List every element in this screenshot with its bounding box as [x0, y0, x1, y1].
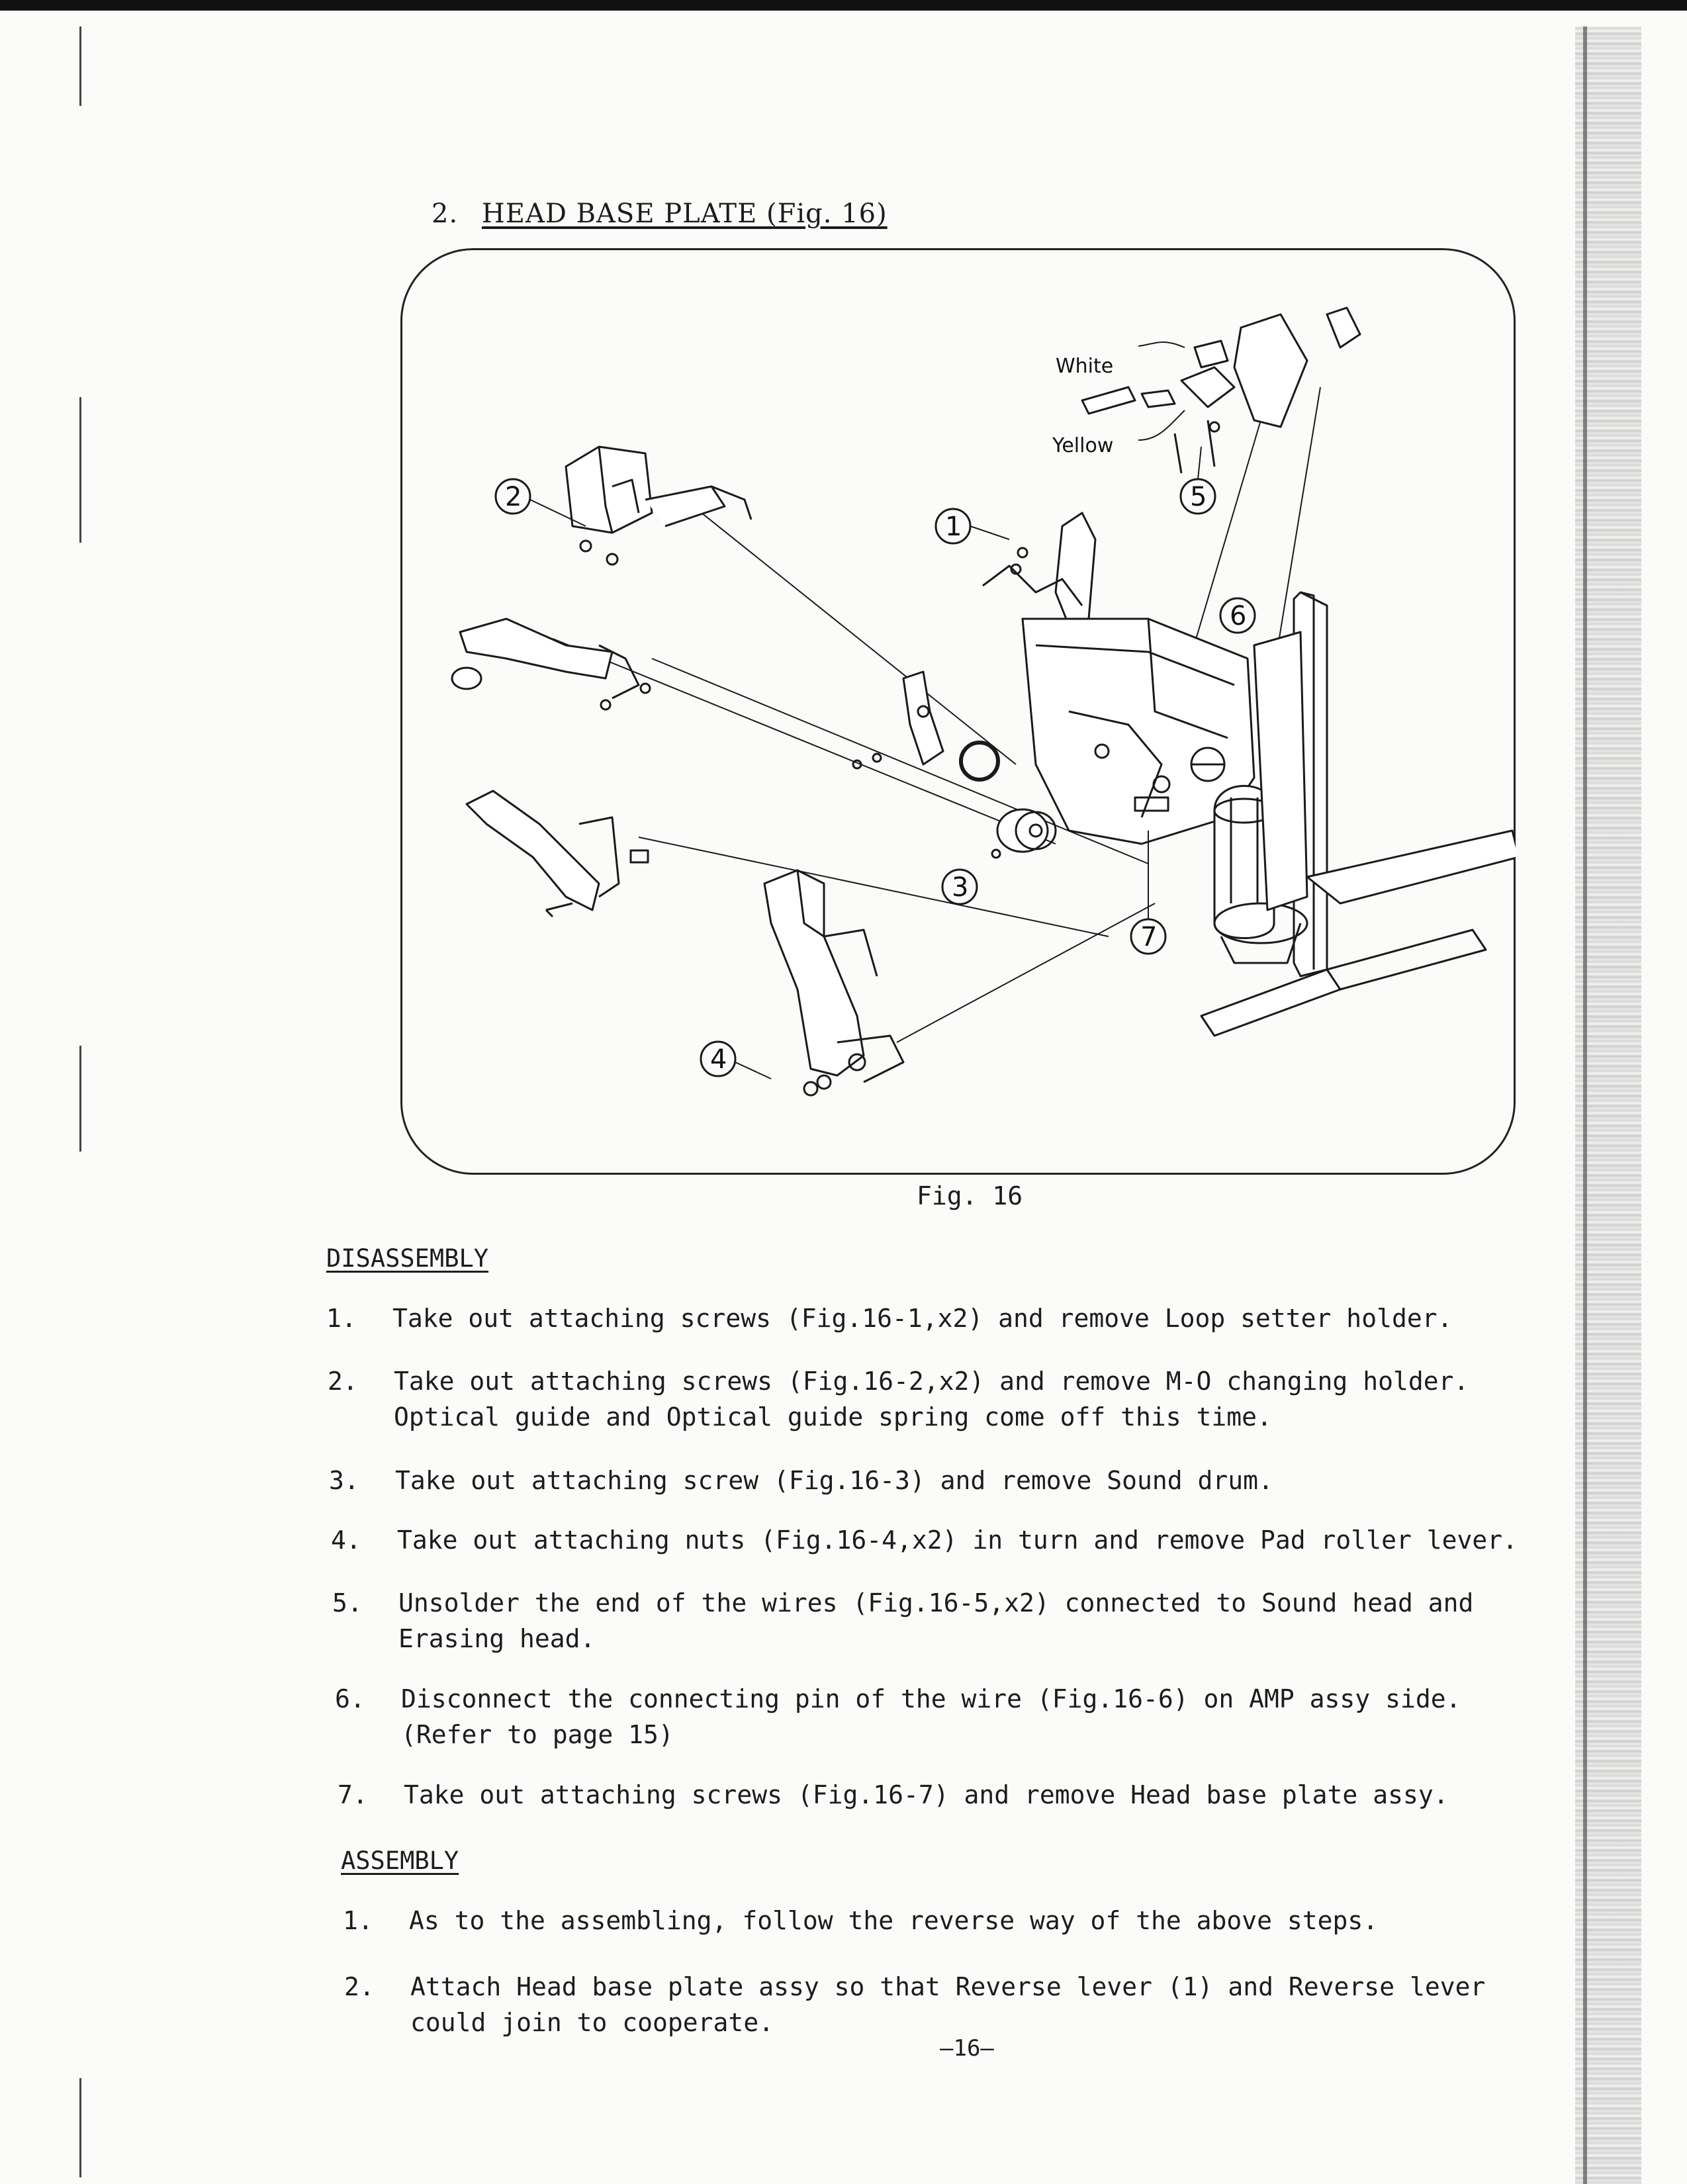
disassembly-step-7: 7. Take out attaching screws (Fig.16-7) and remove Head base plate assy. — [338, 1780, 1449, 1809]
pad-roller-bracket-part — [764, 870, 903, 1095]
callout-number-2: 2 — [505, 482, 522, 512]
assembly-step-2: 2. Attach Head base plate assy so that Reverse lever (1) and Reverse lever could join to cooperate. — [344, 1972, 1486, 2037]
assembly-heading: ASSEMBLY — [341, 1846, 459, 1875]
section-heading — [432, 199, 888, 229]
figure-caption: Fig. 16 — [917, 1181, 1023, 1210]
callout-number-6: 6 — [1230, 601, 1247, 631]
disassembly-step-3: 3. Take out attaching screw (Fig.16-3) and remove Sound drum. — [329, 1466, 1273, 1495]
wire-label-white: White — [1056, 355, 1114, 378]
disassembly-step-6: 6. Disconnect the connecting pin of the wire (Fig.16-6) on AMP assy side. (Refer to page 15) — [335, 1684, 1461, 1749]
pad-roller-lever-part — [467, 791, 648, 917]
head-base-plate-assembly — [1023, 592, 1516, 1036]
sound-drum-part — [992, 809, 1056, 858]
callout-number-4: 4 — [710, 1044, 727, 1075]
sound-head-assembly-part — [1082, 308, 1360, 473]
disassembly-step-5: 5. Unsolder the end of the wires (Fig.16-5,x2) connected to Sound head and Erasing head. — [332, 1588, 1474, 1653]
disassembly-step-1: 1. Take out attaching screws (Fig.16-1,x2) and remove Loop setter holder. — [326, 1304, 1453, 1333]
disassembly-step-4: 4. Take out attaching nuts (Fig.16-4,x2) in turn and remove Pad roller lever. — [331, 1525, 1518, 1555]
callout-number-7: 7 — [1140, 922, 1158, 952]
exploded-diagram — [400, 248, 1516, 1175]
callout-number-3: 3 — [952, 872, 969, 903]
page-number: —16— — [940, 2035, 994, 2062]
section-number: 2. — [432, 199, 459, 229]
callout-number-5: 5 — [1190, 482, 1207, 512]
reverse-lever-part — [452, 619, 650, 709]
disassembly-heading: DISASSEMBLY — [326, 1244, 489, 1273]
loop-setter-holder-part — [983, 513, 1095, 625]
assembly-step-1: 1. As to the assembling, follow the reverse way of the above steps. — [343, 1906, 1379, 1935]
optical-guide-part — [853, 672, 943, 768]
callout-number-1: 1 — [945, 512, 962, 542]
section-title: HEAD BASE PLATE (Fig. 16) — [481, 199, 888, 229]
mo-changing-holder-part — [566, 447, 751, 565]
disassembly-step-2: 2. Take out attaching screws (Fig.16-2,x2) and remove M-O changing holder. Optical guide and Optical guide spring come off this time. — [328, 1367, 1469, 1432]
wire-label-yellow: Yellow — [1052, 434, 1114, 457]
